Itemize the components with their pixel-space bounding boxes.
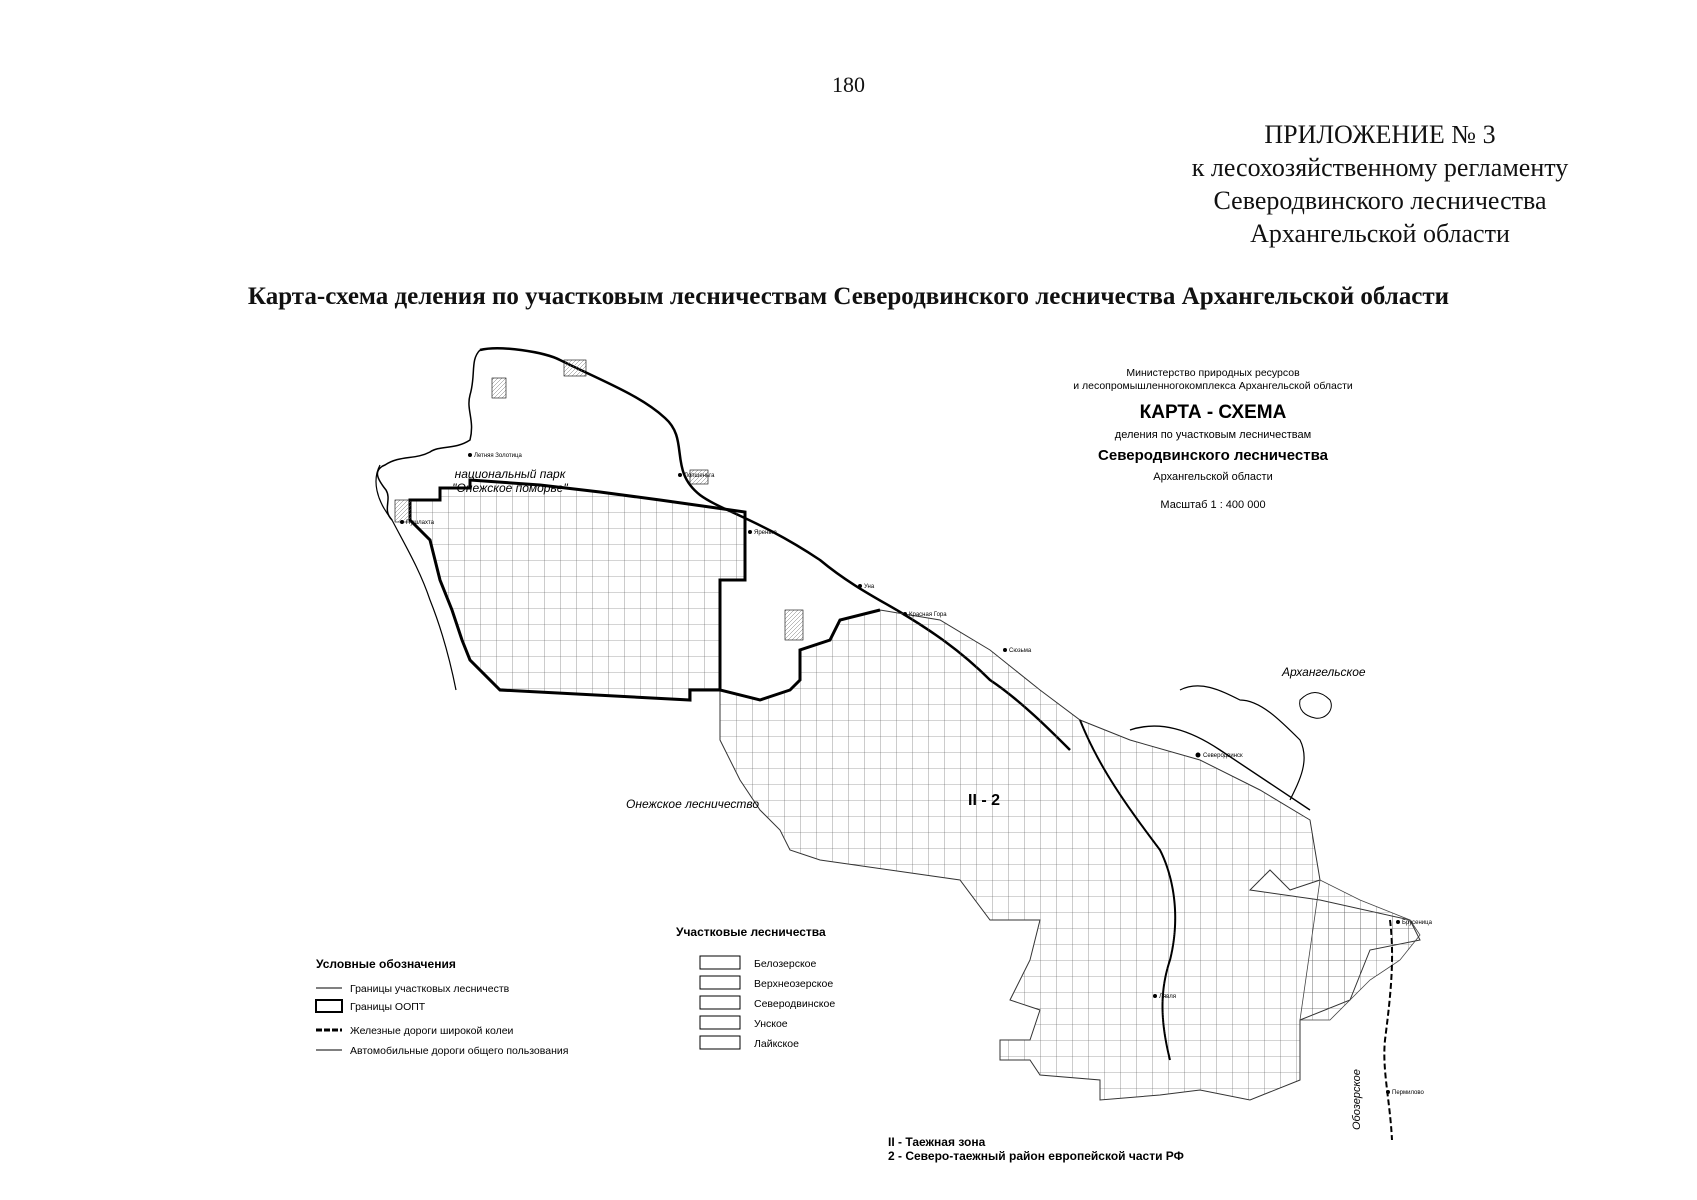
districts-legend xyxy=(676,925,835,1050)
map-heading: КАРТА - СХЕМА xyxy=(1139,402,1287,423)
zone-notes xyxy=(888,1135,1184,1163)
park-label-line-1: национальный парк xyxy=(454,467,566,481)
appendix-line-2: к лесохозяйственному регламенту xyxy=(1191,153,1569,182)
map-subheading: деления по участковым лесничествам xyxy=(1114,429,1312,441)
legend-item-1: Границы участковых лесничеств xyxy=(350,983,510,995)
appendix-line-1: ПРИЛОЖЕНИЕ № 3 xyxy=(1264,120,1496,149)
legend-item-2: Границы ООПТ xyxy=(350,1001,426,1013)
settlement-permilovo: Пермилово xyxy=(1392,1090,1424,1096)
lake-shape xyxy=(1300,693,1332,719)
district-item-5: Лайкское xyxy=(754,1038,799,1050)
legend-item-3: Железные дороги широкой колеи xyxy=(350,1025,514,1037)
district-item-1: Белозерское xyxy=(754,958,817,970)
obozerskoe-label: Обозерское xyxy=(1351,1069,1363,1130)
appendix-line-3: Северодвинского лесничества xyxy=(1213,186,1547,215)
zone-note-2: 2 - Северо-таежный район европейской части РФ xyxy=(888,1149,1184,1163)
settlement-krasnaya-gora: Красная Гора xyxy=(909,612,947,618)
legend-item-4: Автомобильные дороги общего пользования xyxy=(350,1045,569,1057)
legend xyxy=(316,957,568,1057)
settlement-yarenga: Яреньга xyxy=(754,530,777,536)
map-forestry-name: Северодвинского лесничества xyxy=(1098,447,1328,464)
map-region: Архангельской области xyxy=(1153,471,1273,483)
legend-title: Условные обозначения xyxy=(316,957,456,971)
settlement-lopshenga: Лопшеньга xyxy=(684,473,715,479)
district-grid-west xyxy=(410,480,745,700)
district-item-2: Верхнеозерское xyxy=(754,978,834,990)
map-ministry-line-2: и лесопромышленногокомплекса Архангельской области xyxy=(1073,380,1353,392)
settlement-syuzma: Сюзьма xyxy=(1009,648,1032,654)
park-label-line-2: "Онежское поморье" xyxy=(452,481,568,495)
district-item-4: Унское xyxy=(754,1018,788,1030)
settlement-pushlakhta: Пушлахта xyxy=(406,520,434,526)
settlement-letnyaya-zolotitsa: Летняя Золотица xyxy=(474,453,522,459)
settlement-lyavlya: Лявля xyxy=(1159,994,1176,1000)
settlement-severodvinsk: Северодвинск xyxy=(1203,753,1243,759)
district-item-3: Северодвинское xyxy=(754,998,836,1010)
page-number: 180 xyxy=(832,72,865,97)
district-grid-east xyxy=(1300,880,1420,1020)
districts-title: Участковые лесничества xyxy=(676,925,826,939)
map-scale: Масштаб 1 : 400 000 xyxy=(1160,499,1266,511)
zone-note-1: II - Таежная зона xyxy=(888,1135,986,1149)
district-grid-central xyxy=(720,610,1420,1100)
map-ministry-line-1: Министерство природных ресурсов xyxy=(1126,367,1300,379)
zone-label: II - 2 xyxy=(968,792,1001,809)
document-title: Карта-схема деления по участковым лесничествам Северодвинского лесничества Архангельской области xyxy=(247,283,1450,310)
onega-forestry-label: Онежское лесничество xyxy=(626,797,760,811)
settlement-brusenitsa: Брусеница xyxy=(1402,920,1432,926)
arkhangelsk-label: Архангельское xyxy=(1282,665,1366,679)
settlement-una: Уна xyxy=(864,584,875,590)
appendix-line-4: Архангельской области xyxy=(1250,219,1510,248)
